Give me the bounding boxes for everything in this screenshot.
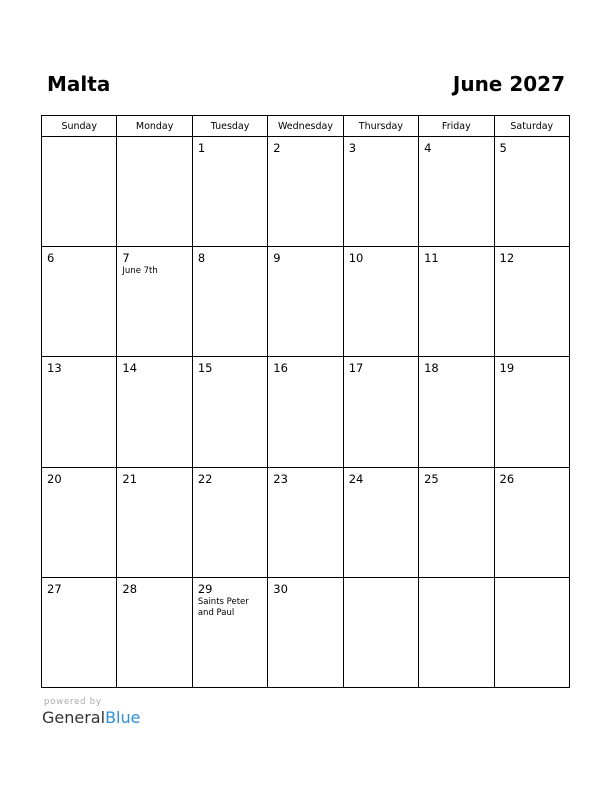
day-cell — [117, 247, 192, 357]
day-number: 7 — [122, 251, 130, 266]
day-number: 21 — [122, 471, 138, 486]
day-cell — [494, 137, 569, 247]
holiday-label: Saints Peter and Paul — [197, 596, 249, 618]
day-number: 11 — [424, 251, 439, 266]
day-number: 5 — [499, 141, 507, 155]
day-cell — [494, 247, 569, 357]
day-number: 16 — [273, 361, 288, 376]
day-cell — [268, 357, 343, 467]
day-cell — [268, 577, 343, 687]
weekday-friday: Friday — [419, 116, 494, 137]
week-row — [42, 577, 570, 687]
day-number: 30 — [273, 581, 288, 596]
day-number: 26 — [499, 471, 515, 486]
day-number: 28 — [122, 581, 138, 596]
day-cell — [343, 247, 418, 357]
day-cell — [494, 467, 569, 577]
day-cell — [268, 137, 343, 247]
day-cell — [117, 357, 192, 467]
calendar-body — [42, 137, 570, 688]
brand-blue-text: Blue — [105, 708, 141, 727]
day-cell — [419, 467, 494, 577]
day-number: 15 — [197, 361, 213, 376]
day-cell — [42, 357, 117, 467]
day-cell — [268, 467, 343, 577]
day-number: 3 — [348, 141, 357, 155]
day-cell — [419, 137, 494, 247]
day-cell — [117, 577, 192, 687]
holiday-label: June 7th — [122, 266, 158, 277]
week-row — [42, 137, 570, 247]
day-cell — [42, 467, 117, 577]
day-cell — [268, 247, 343, 357]
day-cell — [419, 577, 494, 687]
day-cell — [117, 467, 192, 577]
powered-by-text: powered by — [44, 697, 102, 707]
day-number: 23 — [273, 471, 288, 486]
brand-logo — [42, 708, 140, 728]
day-cell — [117, 137, 192, 247]
day-number: 1 — [197, 141, 206, 155]
week-row — [42, 247, 570, 357]
day-number: 4 — [424, 141, 432, 155]
day-number: 27 — [47, 581, 62, 596]
day-cell — [42, 137, 117, 247]
day-cell — [494, 357, 569, 467]
day-number: 17 — [348, 361, 364, 376]
brand-general-text: General — [42, 708, 106, 727]
day-number: 20 — [47, 471, 62, 486]
footer-branding — [42, 697, 140, 728]
day-cell — [494, 577, 569, 687]
weekday-tuesday: Tuesday — [192, 116, 267, 137]
day-cell — [343, 137, 418, 247]
day-cell — [192, 467, 267, 577]
month-year-title: June 2027 — [452, 72, 565, 96]
week-row — [42, 467, 570, 577]
week-row — [42, 357, 570, 467]
day-cell — [419, 247, 494, 357]
day-number: 6 — [47, 251, 55, 266]
day-number: 19 — [499, 361, 515, 376]
day-cell — [192, 357, 267, 467]
day-cell — [343, 357, 418, 467]
day-number: 2 — [273, 141, 281, 155]
day-cell — [419, 357, 494, 467]
day-number: 14 — [122, 361, 138, 376]
day-number: 24 — [348, 471, 364, 486]
day-cell — [343, 577, 418, 687]
day-number: 8 — [197, 251, 206, 266]
day-number: 12 — [499, 251, 515, 266]
day-number: 18 — [424, 361, 439, 376]
day-cell — [192, 137, 267, 247]
weekday-wednesday: Wednesday — [268, 116, 343, 137]
country-title: Malta — [47, 72, 111, 96]
day-cell — [343, 467, 418, 577]
weekday-monday: Monday — [117, 116, 192, 137]
calendar-grid — [41, 115, 570, 688]
weekday-header-row — [42, 116, 570, 137]
weekday-thursday: Thursday — [343, 116, 418, 137]
weekday-saturday: Saturday — [494, 116, 569, 137]
day-number: 13 — [47, 361, 62, 376]
day-number: 9 — [273, 251, 281, 266]
day-number: 29 — [197, 581, 213, 596]
day-number: 22 — [197, 471, 213, 486]
day-cell — [192, 577, 267, 687]
day-number: 25 — [424, 471, 439, 486]
day-cell — [192, 247, 267, 357]
day-number: 10 — [348, 251, 364, 266]
weekday-sunday: Sunday — [42, 116, 117, 137]
day-cell — [42, 247, 117, 357]
day-cell — [42, 577, 117, 687]
